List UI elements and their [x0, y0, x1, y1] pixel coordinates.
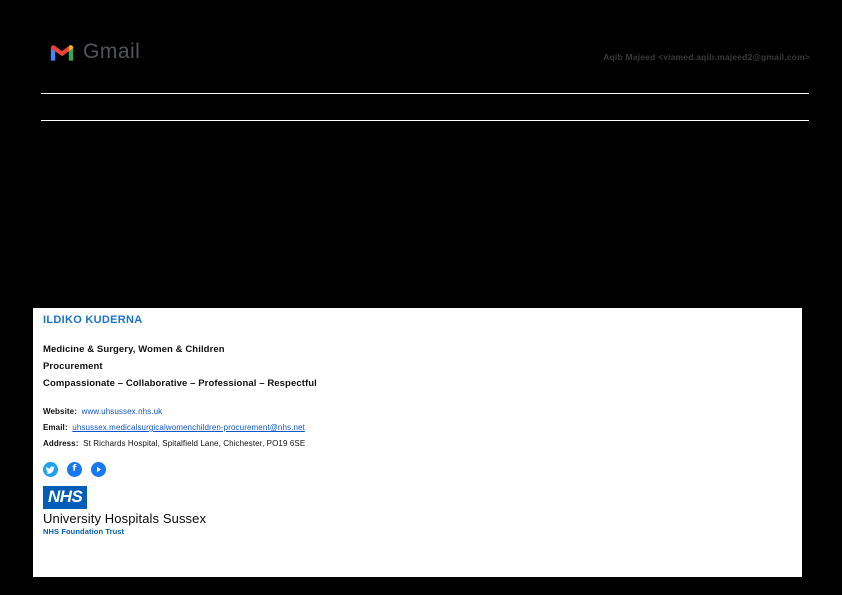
website-label: Website:: [43, 407, 77, 416]
email-signature-card: [33, 308, 802, 577]
twitter-glyph: [43, 462, 58, 477]
youtube-glyph: [91, 462, 106, 477]
address-value: St Richards Hospital, Spitalfield Lane, Chichester, PO19 6SE: [83, 439, 306, 448]
facebook-icon[interactable]: [67, 462, 82, 477]
email-row: [43, 423, 792, 432]
nhs-logo: NHS: [43, 486, 87, 509]
website-row: [43, 407, 792, 416]
left-gutter: [0, 0, 33, 595]
social-links: [43, 462, 792, 477]
website-link[interactable]: www.uhsussex.nhs.uk: [81, 407, 163, 416]
trust-name: University Hospitals Sussex: [43, 511, 207, 526]
facebook-glyph: f: [72, 464, 77, 474]
gmail-m-icon: [49, 42, 75, 62]
divider-second: [41, 120, 809, 121]
signature-values: Compassionate – Collaborative – Professional – Respectful: [43, 378, 317, 389]
email-label: Email:: [43, 423, 68, 432]
twitter-icon[interactable]: [43, 462, 58, 477]
youtube-icon[interactable]: [91, 462, 106, 477]
address-label: Address:: [43, 439, 79, 448]
mail-header: [33, 0, 842, 88]
email-link[interactable]: uhsussex.medicalsurgicalwomenchildren-procurement@nhs.net: [72, 423, 305, 432]
address-row: [43, 439, 792, 448]
signature-role: Procurement: [43, 361, 103, 372]
trust-subtitle: NHS Foundation Trust: [43, 527, 125, 536]
gmail-wordmark: Gmail: [83, 40, 141, 63]
gmail-logo[interactable]: [49, 40, 140, 64]
divider-top: [41, 93, 809, 94]
nhs-branding: [43, 486, 792, 536]
account-email: Aqib Majeed <viamed.aqib.majeed2@gmail.com>: [603, 52, 810, 62]
signature-name: ILDIKO KUDERNA: [43, 314, 143, 326]
signature-department: Medicine & Surgery, Women & Children: [43, 344, 225, 355]
